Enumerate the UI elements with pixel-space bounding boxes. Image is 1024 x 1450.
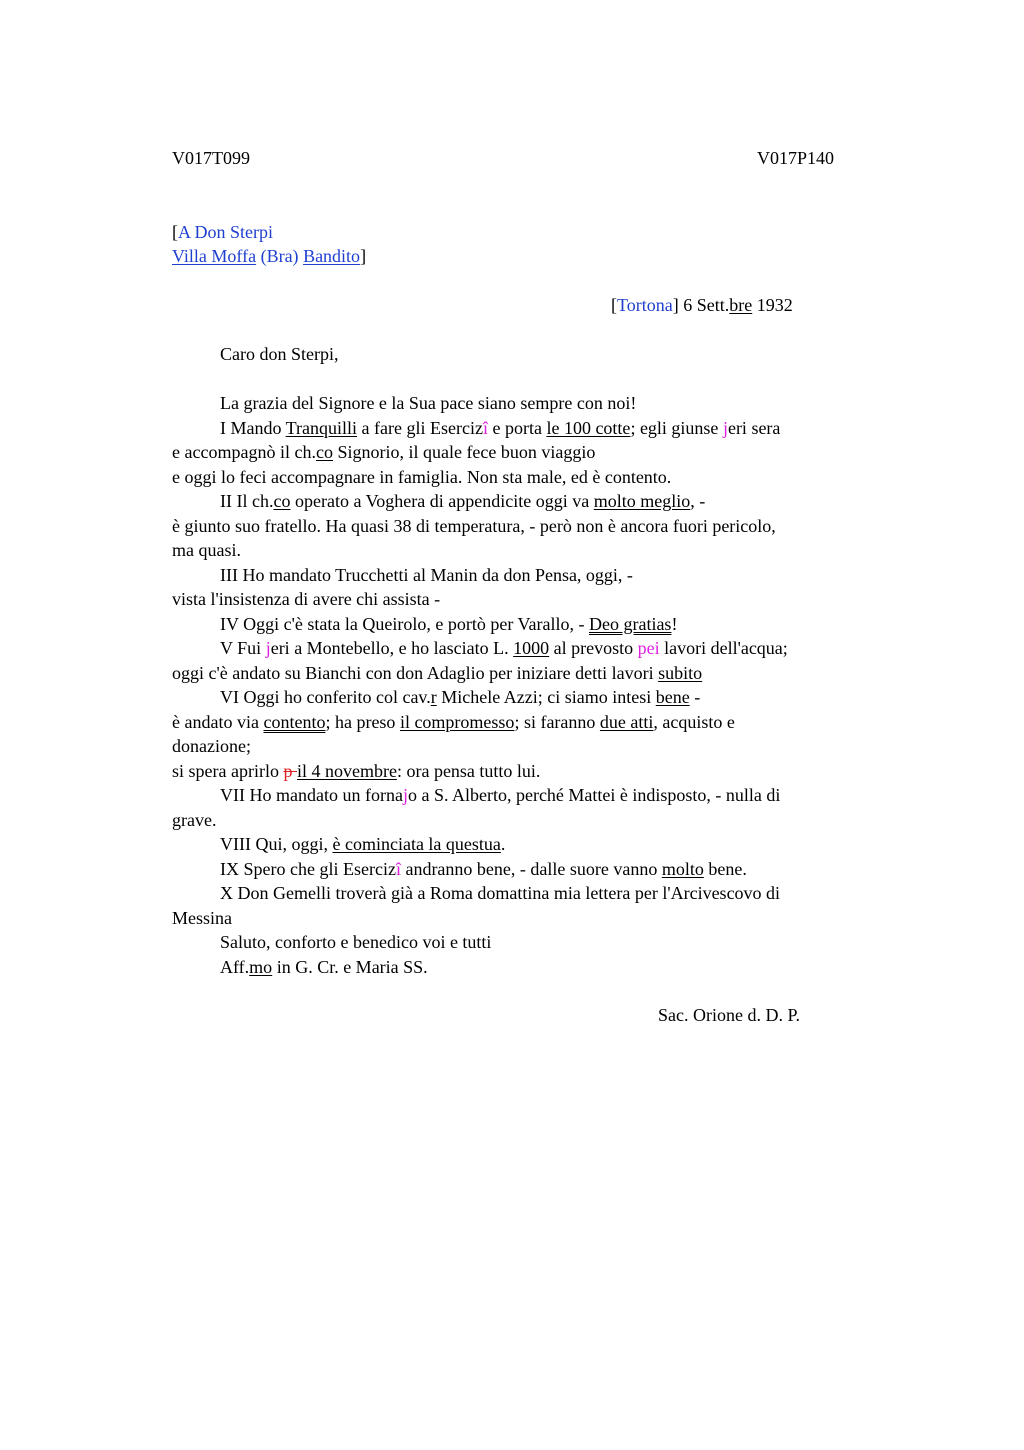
body-line: si spera aprirlo p il 4 novembre: ora pensa tutto lui. bbox=[172, 760, 541, 781]
closing-line: Aff.mo in G. Cr. e Maria SS. bbox=[220, 956, 428, 977]
document-ref-right: V017P140 bbox=[757, 148, 835, 168]
body-line: II Il ch.co operato a Voghera di appendicite oggi va molto meglio, - bbox=[220, 491, 706, 511]
document-ref-left: V017T099 bbox=[172, 148, 250, 168]
body-line: VI Oggi ho conferito col cav.r Michele Azzi; ci siamo intesi bene - bbox=[220, 687, 701, 707]
body-line: VII Ho mandato un fornajo a S. Alberto, perché Mattei è indisposto, - nulla di bbox=[220, 785, 781, 805]
body-line: e accompagnò il ch.co Signorio, il quale fece buon viaggio bbox=[172, 442, 596, 462]
address-place: Villa Moffa bbox=[172, 246, 257, 266]
body-line: V Fui jeri a Montebello, e ho lasciato L. 1000 al prevosto pei lavori dell'acqua; bbox=[220, 638, 788, 658]
body-line: ma quasi. bbox=[172, 540, 241, 560]
body-line: è giunto suo fratello. Ha quasi 38 di temperatura, - però non è ancora fuori pericolo, bbox=[172, 515, 776, 536]
closing-line: Saluto, conforto e benedico voi e tutti bbox=[220, 932, 492, 952]
address-region: (Bra) bbox=[260, 246, 299, 266]
date-city: Tortona bbox=[617, 295, 673, 315]
body-line: La grazia del Signore e la Sua pace siano sempre con noi! bbox=[220, 393, 637, 413]
body-line: oggi c'è andato su Bianchi con don Adaglio per iniziare detti lavori subito bbox=[172, 662, 703, 683]
body-line: I Mando Tranquilli a fare gli Esercizî e porta le 100 cotte; egli giunse jeri sera bbox=[220, 417, 781, 438]
body-line: vista l'insistenza di avere chi assista - bbox=[172, 589, 441, 609]
body-line: X Don Gemelli troverà già a Roma domattina mia lettera per l'Arcivescovo di bbox=[220, 883, 781, 903]
letter-body bbox=[172, 342, 892, 979]
bracket: [ bbox=[172, 222, 178, 242]
address-line-1 bbox=[172, 220, 273, 244]
body-line: Messina bbox=[172, 907, 232, 928]
address-recipient: A Don Sterpi bbox=[178, 222, 274, 242]
body-line: III Ho mandato Trucchetti al Manin da don Pensa, oggi, - bbox=[220, 564, 633, 585]
body-line: VIII Qui, oggi, è cominciata la questua. bbox=[220, 834, 506, 854]
address-line-2 bbox=[172, 244, 366, 268]
body-line: grave. bbox=[172, 809, 217, 830]
letter-date: [Tortona] 6 Sett.bre 1932 bbox=[611, 295, 793, 315]
deleted-text: p bbox=[283, 760, 297, 781]
body-line: donazione; bbox=[172, 736, 251, 756]
address-locality: Bandito bbox=[303, 246, 361, 266]
bracket: ] bbox=[360, 246, 367, 266]
body-line: e oggi lo feci accompagnare in famiglia. Non sta male, ed è contento. bbox=[172, 466, 672, 487]
signature: Sac. Orione d. D. P. bbox=[658, 1005, 800, 1025]
body-line: IX Spero che gli Esercizî andranno bene, - dalle suore vanno molto bene. bbox=[220, 858, 747, 879]
body-line: IV Oggi c'è stata la Queirolo, e portò per Varallo, - Deo gratias! bbox=[220, 613, 678, 634]
body-line: è andato via contento; ha preso il compromesso; si faranno due atti, acquisto e bbox=[172, 711, 735, 732]
salutation: Caro don Sterpi, bbox=[220, 344, 339, 364]
